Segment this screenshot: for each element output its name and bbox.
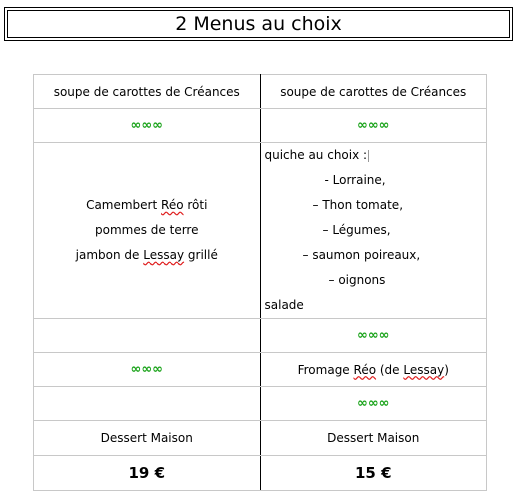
right-price <box>260 456 487 491</box>
empty-left-cell <box>34 387 261 421</box>
empty-left-cell <box>34 319 261 353</box>
right-dessert: Dessert Maison <box>260 421 487 456</box>
separator-glyph: ∞∞∞ <box>357 396 390 411</box>
quiche-intro: quiche au choix : <box>264 148 368 162</box>
price-label: 19 € <box>128 464 166 482</box>
table-row <box>34 75 487 109</box>
left-main-course <box>34 143 261 319</box>
separator-glyph: ∞∞∞ <box>130 362 163 377</box>
separator-left-1 <box>34 109 261 143</box>
right-starter: soupe de carottes de Créances <box>260 75 487 109</box>
left-price <box>34 456 261 491</box>
right-main-course <box>260 143 487 319</box>
separator-right-2 <box>260 319 487 353</box>
left-starter: soupe de carottes de Créances <box>34 75 261 109</box>
quiche-option: – Légumes, <box>322 223 391 237</box>
quiche-option: – Thon tomate, <box>312 198 404 212</box>
quiche-option: - Lorraine, <box>324 173 386 187</box>
main-line: Camembert Réo rôti <box>86 198 208 212</box>
text-cursor <box>368 150 369 162</box>
table-row <box>34 456 487 491</box>
separator-glyph: ∞∞∞ <box>357 328 390 343</box>
table-row <box>34 109 487 143</box>
table-row <box>34 387 487 421</box>
left-dessert: Dessert Maison <box>34 421 261 456</box>
menu-table <box>33 74 487 491</box>
separator-glyph: ∞∞∞ <box>357 118 390 133</box>
quiche-option: – oignons <box>328 273 386 287</box>
main-line: jambon de Lessay grillé <box>75 248 218 262</box>
table-row <box>34 353 487 387</box>
right-cheese: Fromage Réo (de Lessay) <box>260 353 487 387</box>
separator-left-2 <box>34 353 261 387</box>
table-row <box>34 143 487 319</box>
title-frame <box>4 7 513 41</box>
main-line: pommes de terre <box>95 223 199 237</box>
price-label: 15 € <box>354 464 392 482</box>
separator-right-3 <box>260 387 487 421</box>
page-title: 2 Menus au choix <box>7 10 510 38</box>
table-row <box>34 421 487 456</box>
separator-right-1 <box>260 109 487 143</box>
separator-glyph: ∞∞∞ <box>130 118 163 133</box>
table-row <box>34 319 487 353</box>
quiche-option: – saumon poireaux, <box>302 248 421 262</box>
side-dish: salade <box>264 298 304 312</box>
